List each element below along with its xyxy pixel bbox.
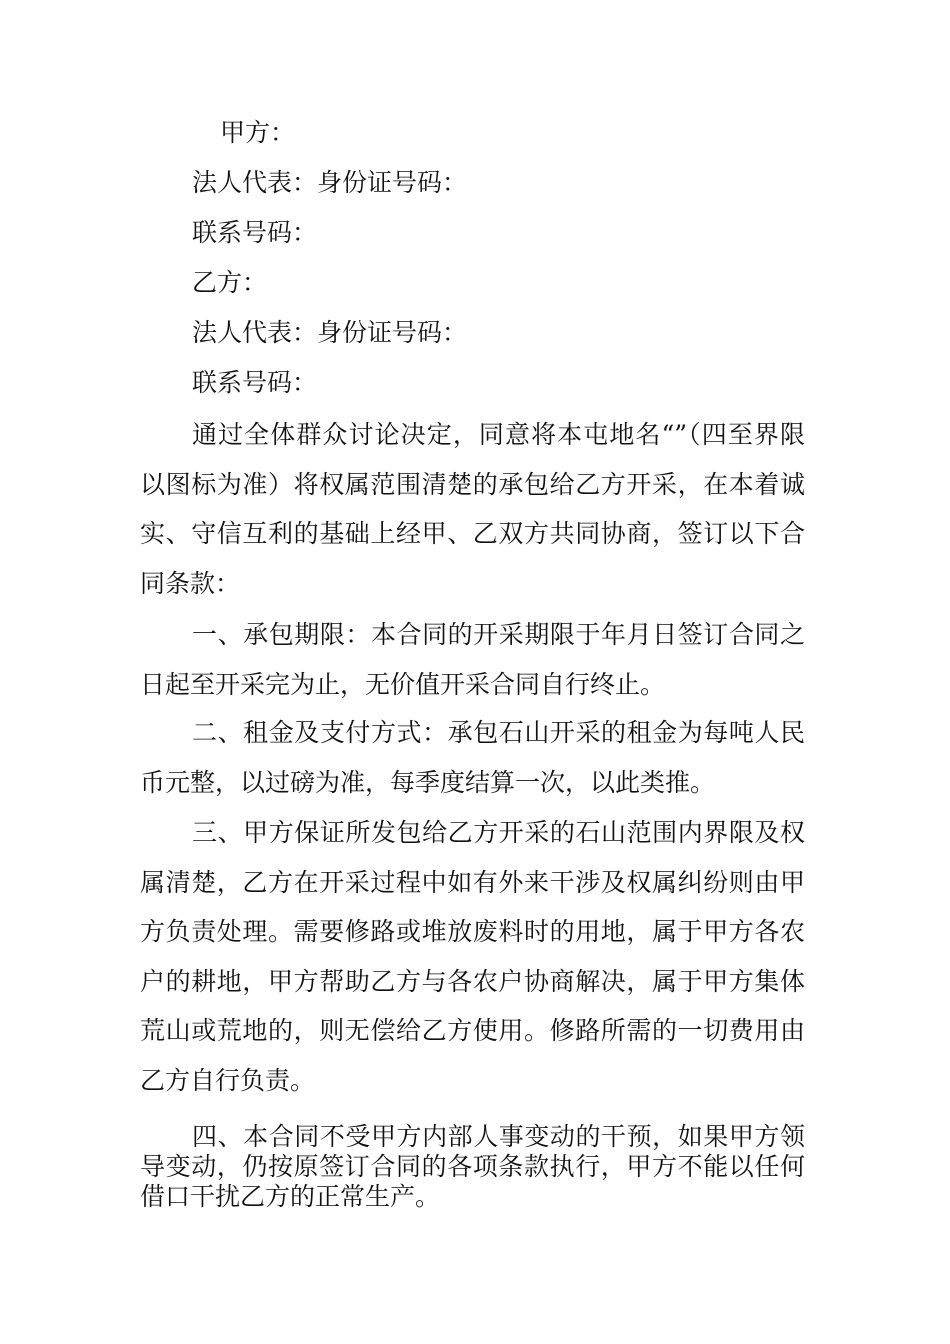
clause-term: 一、承包期限：本合同的开采期限于年月日签订合同之日起至开采完为止，无价值开采合同自行终止。: [140, 620, 805, 699]
party-b-representative: 法人代表：身份证号码：: [192, 318, 468, 347]
clause-party-a-guarantee: 三、甲方保证所发包给乙方开采的石山范围内界限及权属清楚，乙方在开采过程中如有外来干涉及权属纠纷则由甲方负责处理。需要修路或堆放废料时的用地，属于甲方各农户的耕地，甲方帮助乙方与各农户协商解决，属于甲方集体荒山或荒地的，则无偿给乙方使用。修路所需的一切费用由乙方自行负责。: [140, 818, 805, 1095]
party-a-label: 甲方：: [220, 118, 296, 147]
clause-rent-payment: 二、租金及支付方式：承包石山开采的租金为每吨人民币元整，以过磅为准，每季度结算一次，以此类推。: [140, 718, 805, 797]
party-a-representative: 法人代表：身份证号码：: [192, 168, 468, 197]
intro-paragraph: 通过全体群众讨论决定，同意将本屯地名“”（四至界限以图标为准）将权属范围清楚的承包给乙方开采，在本着诚实、守信互利的基础上经甲、乙双方共同协商，签订以下合同条款：: [140, 420, 805, 598]
party-a-phone: 联系号码：: [192, 218, 318, 247]
party-b-label: 乙方：: [192, 268, 268, 297]
party-b-phone: 联系号码：: [192, 368, 318, 397]
clause-personnel-change: 四、本合同不受甲方内部人事变动的干预，如果甲方领导变动，仍按原签订合同的各项条款执行，甲方不能以任何借口干扰乙方的正常生产。: [140, 1122, 805, 1211]
